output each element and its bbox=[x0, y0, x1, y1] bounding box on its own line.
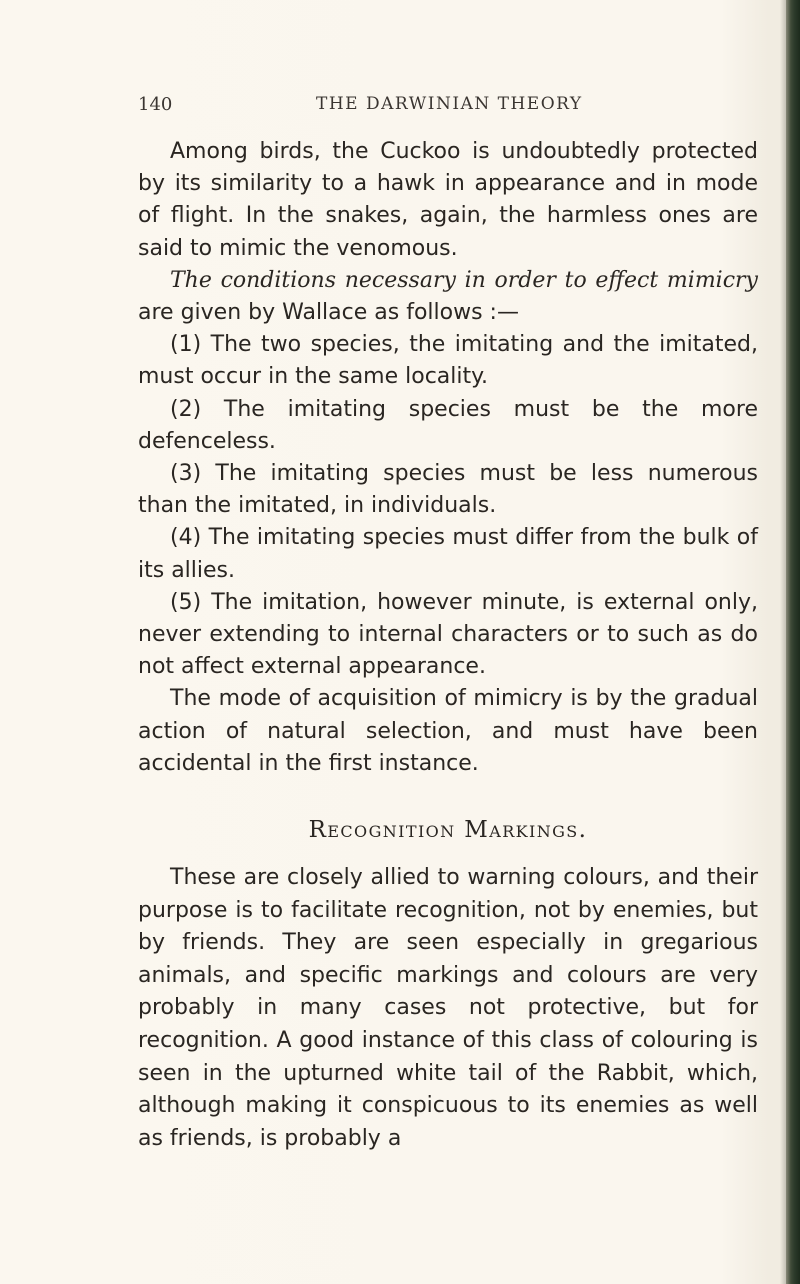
paragraph-recognition: These are closely allied to warning colours, and their purpose is to facilitate recognition, not by enemies, but by friends. They are seen especially in gregarious animals, and specific markings and colours are very probably in many cases not protective, but for recognition. A good instance of this class of colouring is seen in the upturned white tail of the Rabbit, which, although making it conspicuous to its enemies as well as friends, is probably a bbox=[138, 865, 758, 1151]
paragraph-cuckoo: Among birds, the Cuckoo is undoubtedly protected by its similarity to a hawk in appearance and in mode of flight. In the snakes, again, the harmless ones are said to mimic the venomous. bbox=[138, 139, 758, 261]
condition-item-3: (3) The imitating species must be less numerous than the imitated, in individuals. bbox=[138, 461, 758, 519]
section-heading: Recognition Markings. bbox=[308, 817, 588, 843]
section-text bbox=[138, 862, 758, 1155]
condition-item-1: (1) The two species, the imitating and the imitated, must occur in the same locality. bbox=[138, 332, 758, 390]
condition-item-2: (2) The imitating species must be the more defenceless. bbox=[138, 396, 758, 454]
paragraph-conditions bbox=[138, 265, 758, 329]
conditions-rest: are given by Wallace as follows :— bbox=[138, 300, 519, 326]
page-number: 140 bbox=[138, 94, 173, 115]
condition-item-4: (4) The imitating species must differ from the bulk of its allies. bbox=[138, 525, 758, 583]
book-spine-edge bbox=[786, 0, 800, 1284]
running-head: THE DARWINIAN THEORY bbox=[316, 94, 583, 114]
page-header bbox=[138, 94, 758, 124]
paragraph-acquisition: The mode of acquisition of mimicry is by the gradual action of natural selection, and must have been accidental in the first instance. bbox=[138, 686, 758, 776]
conditions-italic-lead: The conditions necessary in order to effect mimicry bbox=[170, 267, 758, 293]
condition-item-5: (5) The imitation, however minute, is external only, never extending to internal characters or to such as do not affect external appearance. bbox=[138, 589, 758, 680]
main-text bbox=[138, 136, 758, 780]
